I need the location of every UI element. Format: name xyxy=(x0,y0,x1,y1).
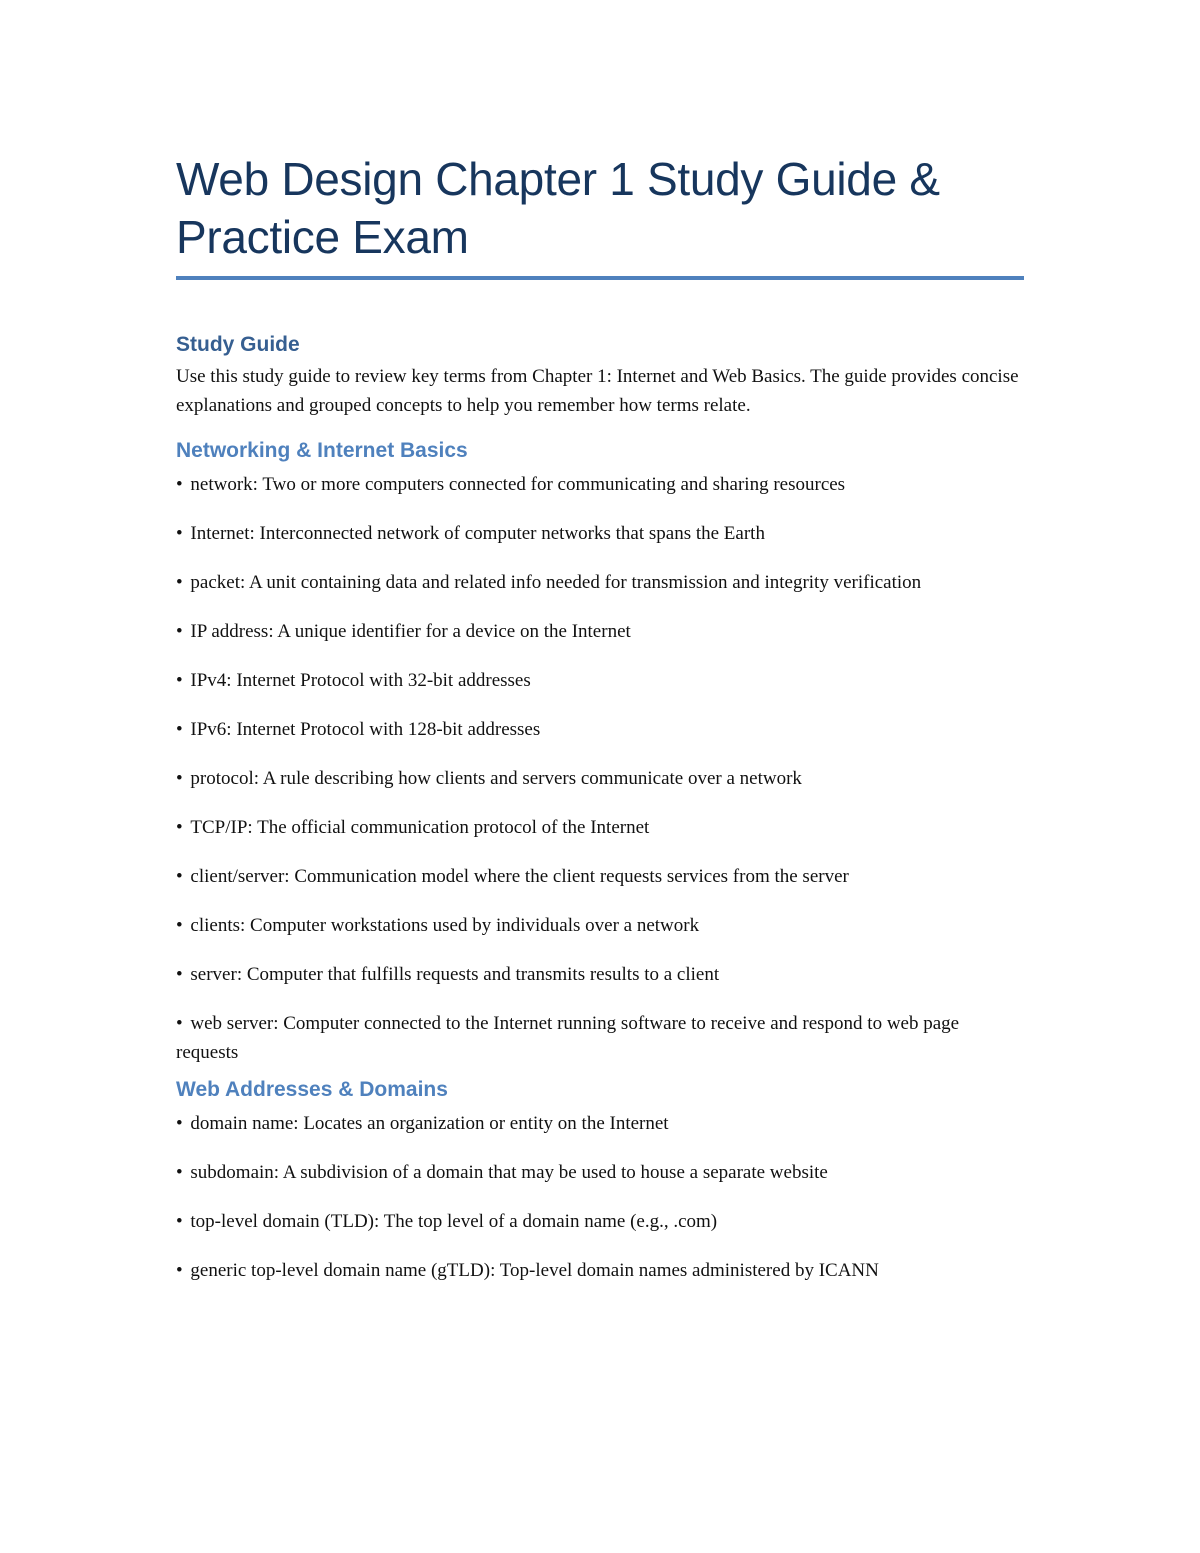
bullet-icon: • xyxy=(176,474,188,495)
bullet-icon: • xyxy=(176,572,188,593)
bullet-icon: • xyxy=(176,621,188,642)
term-definition: domain name: Locates an organization or entity on the Internet xyxy=(190,1113,669,1134)
list-item xyxy=(176,568,1024,597)
bullet-icon: • xyxy=(176,1013,188,1034)
list-item xyxy=(176,1109,1024,1138)
list-item xyxy=(176,715,1024,744)
bullet-icon: • xyxy=(176,768,188,789)
term-definition: clients: Computer workstations used by individuals over a network xyxy=(190,915,700,936)
term-definition: protocol: A rule describing how clients and servers communicate over a network xyxy=(190,768,802,789)
term-definition: network: Two or more computers connected for communicating and sharing resources xyxy=(190,474,846,495)
term-list xyxy=(176,470,1024,1067)
study-guide-intro: Use this study guide to review key terms from Chapter 1: Internet and Web Basics. The guide provides concise explanations and grouped concepts to help you remember how terms relate. xyxy=(176,366,1019,416)
bullet-icon: • xyxy=(176,1162,188,1183)
term-definition: IP address: A unique identifier for a device on the Internet xyxy=(190,621,631,642)
term-definition: generic top-level domain name (gTLD): Top-level domain names administered by ICANN xyxy=(190,1260,879,1281)
list-item xyxy=(176,862,1024,891)
bullet-icon: • xyxy=(176,1260,188,1281)
list-item xyxy=(176,1207,1024,1236)
list-item xyxy=(176,1158,1024,1187)
section-heading: Web Addresses & Domains xyxy=(176,1078,448,1101)
title-underline-rule xyxy=(176,276,1024,280)
list-item xyxy=(176,470,1024,499)
list-item xyxy=(176,519,1024,548)
section-heading: Networking & Internet Basics xyxy=(176,439,468,462)
bullet-icon: • xyxy=(176,1211,188,1232)
document-content xyxy=(176,150,1024,1305)
bullet-icon: • xyxy=(176,915,188,936)
list-item xyxy=(176,960,1024,989)
term-list xyxy=(176,1109,1024,1285)
term-definition: web server: Computer connected to the Internet running software to receive and respond to web page requests xyxy=(176,1013,960,1063)
term-definition: IPv4: Internet Protocol with 32-bit addresses xyxy=(190,670,531,691)
term-definition: subdomain: A subdivision of a domain that may be used to house a separate website xyxy=(190,1162,828,1183)
term-definition: server: Computer that fulfills requests and transmits results to a client xyxy=(190,964,720,985)
list-item xyxy=(176,764,1024,793)
bullet-icon: • xyxy=(176,817,188,838)
bullet-icon: • xyxy=(176,964,188,985)
bullet-icon: • xyxy=(176,523,188,544)
term-definition: top-level domain (TLD): The top level of a domain name (e.g., .com) xyxy=(190,1211,718,1232)
term-definition: IPv6: Internet Protocol with 128-bit addresses xyxy=(190,719,541,740)
section-networking-internet-basics xyxy=(176,438,1024,1067)
bullet-icon: • xyxy=(176,1113,188,1134)
list-item xyxy=(176,617,1024,646)
list-item xyxy=(176,813,1024,842)
term-definition: TCP/IP: The official communication protocol of the Internet xyxy=(190,817,650,838)
term-definition: client/server: Communication model where the client requests services from the server xyxy=(190,866,849,887)
bullet-icon: • xyxy=(176,670,188,691)
list-item xyxy=(176,666,1024,695)
bullet-icon: • xyxy=(176,866,188,887)
term-definition: Internet: Interconnected network of computer networks that spans the Earth xyxy=(190,523,765,544)
section-web-addresses-domains xyxy=(176,1077,1024,1285)
bullet-icon: • xyxy=(176,719,188,740)
list-item xyxy=(176,1009,1024,1067)
list-item xyxy=(176,911,1024,940)
document-title: Web Design Chapter 1 Study Guide & Practice Exam xyxy=(176,153,940,263)
term-definition: packet: A unit containing data and related info needed for transmission and integrity verification xyxy=(190,572,922,593)
study-guide-heading: Study Guide xyxy=(176,333,300,356)
list-item xyxy=(176,1256,1024,1285)
